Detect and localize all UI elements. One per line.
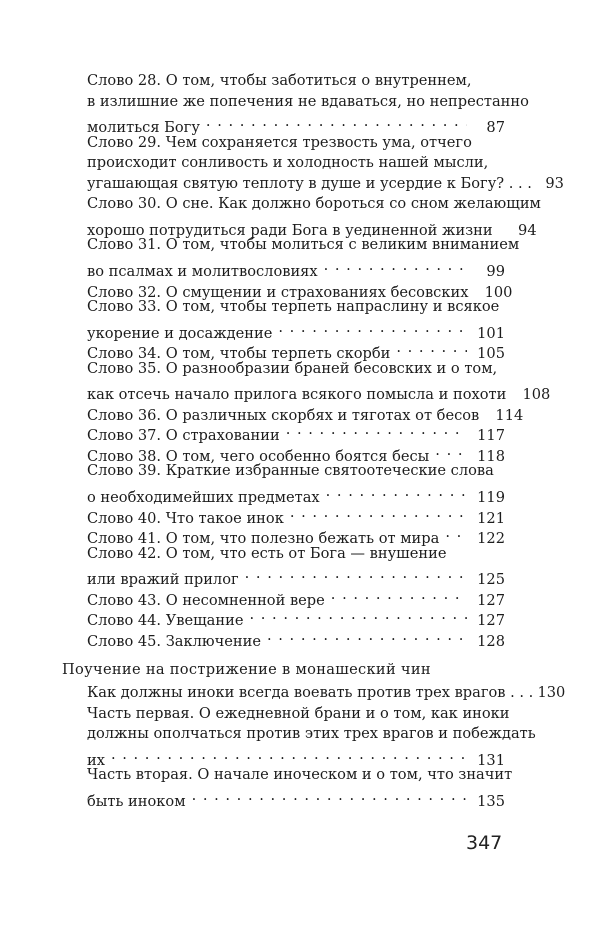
toc-entry-text: хорошо потрудиться ради Бога в уединенной жизни [87, 221, 493, 239]
toc-entry-last-line [87, 522, 505, 548]
toc-entry-last-line [87, 563, 505, 589]
dot-leader [267, 625, 467, 646]
toc-entry-line: Слово 30. О сне. Как должно бороться со сном желающим [87, 195, 541, 213]
toc-entry-text: Как должны иноки всегда воевать против трех врагов . . . [87, 684, 534, 701]
toc-page-number: 94 [518, 221, 537, 239]
dot-leader [286, 419, 467, 440]
toc-entry-line: Слово 33. О том, чтобы терпеть напраслину и всякое [87, 298, 500, 316]
toc-entry-text: Слово 34. О том, чтобы терпеть скорби [87, 345, 391, 363]
dot-leader [111, 744, 467, 765]
toc-entry-line: Часть первая. О ежедневной брани и о том, как иноки [87, 704, 510, 722]
toc-page-number: 108 [522, 386, 551, 404]
toc-entry-last-line [87, 682, 566, 703]
toc-entry-text: быть иноком [87, 792, 186, 810]
toc-entry-last-line [87, 502, 505, 527]
section-title: Поучение на пострижение в монашеский чин [62, 661, 431, 678]
toc-page-number: 101 [477, 324, 505, 342]
toc-page-number: 128 [477, 632, 505, 650]
toc-entry-text: о необходимейших предметах [87, 489, 320, 506]
toc-entry-line: в излишние же попечения не вдаваться, но непрестанно [87, 92, 529, 110]
toc-entry-text: Слово 38. О том, чего особенно боятся бесы [87, 447, 430, 465]
toc-page-number: 135 [477, 792, 505, 810]
toc-entry-last-line [87, 276, 513, 301]
toc-entry-text: Слово 45. Заключение [87, 632, 261, 650]
toc-entry-text: Слово 44. Увещание [87, 612, 244, 630]
toc-entry-text: или вражий прилог [87, 571, 239, 589]
toc-entry-line: Часть вторая. О начале иноческом и о том, что значит [87, 766, 513, 784]
toc-entry-text: как отсечь начало прилога всякого помысла и похоти [87, 386, 507, 404]
toc-page-number: 131 [477, 751, 505, 769]
toc-page-number: 105 [477, 345, 505, 363]
toc-page-number: 100 [484, 283, 513, 301]
dot-leader [435, 440, 467, 461]
toc-entry-line: Слово 35. О разнообразии браней бесовских и о том, [87, 359, 498, 377]
toc-entry-last-line [87, 625, 505, 650]
dot-leader [331, 584, 467, 605]
toc-entry-last-line [87, 785, 505, 810]
toc-entry-last-line [87, 419, 505, 445]
toc-entry-text: Слово 36. О различных скорбях и тяготах от бесов [87, 406, 480, 424]
dot-leader [445, 522, 467, 543]
dot-leader [192, 785, 467, 806]
toc-entry-last-line [87, 744, 505, 769]
dot-leader [249, 604, 467, 625]
toc-entry-line: должны ополчаться против этих трех врагов и побеждать [87, 725, 536, 743]
dot-leader [326, 481, 467, 502]
toc-entry-line: происходит сонливость и холодность нашей мысли, [87, 154, 489, 172]
toc-page-number: 119 [477, 489, 505, 506]
toc-entry-last-line [87, 604, 505, 630]
toc-entry-text: молиться Богу [87, 119, 200, 137]
toc-page-number: 122 [477, 530, 505, 548]
page-number: 347 [466, 832, 503, 854]
dot-leader [324, 255, 467, 276]
toc-entry-last-line [87, 173, 564, 194]
toc-entry-line: Слово 29. Чем сохраняется трезвость ума, отчего [87, 133, 472, 151]
dot-leader [396, 337, 467, 358]
toc-page-number: 114 [495, 406, 524, 424]
toc-entry-text: Слово 41. О том, что полезно бежать от мира [87, 530, 440, 548]
toc-page-number: 127 [477, 612, 505, 630]
toc-entry-last-line [87, 317, 505, 342]
toc-page-number: 87 [486, 119, 505, 137]
toc-entry-text: укорение и досаждение [87, 324, 273, 342]
toc-entry-last-line [87, 440, 505, 465]
toc-entry-last-line [87, 214, 537, 239]
toc-entry-last-line [87, 111, 505, 137]
dot-leader [290, 502, 467, 523]
toc-entry-last-line [87, 399, 524, 424]
toc-entry-text: их [87, 751, 105, 769]
toc-entry-text: Слово 43. О несомненной вере [87, 591, 325, 609]
toc-entry-last-line [87, 378, 551, 404]
toc-entry-line: Слово 31. О том, чтобы молиться с великим вниманием [87, 236, 520, 254]
toc-entry-text: угашающая святую теплоту в душе и усердие к Богу? . . . [87, 174, 532, 192]
toc-entry-line: Слово 42. О том, что есть от Бога — внушение [87, 544, 447, 562]
dot-leader [206, 111, 467, 132]
toc-entry-last-line [87, 584, 505, 609]
toc-page-number: 125 [477, 571, 505, 589]
toc-entry-text: Слово 32. О смущении и страхованиях бесовских [87, 283, 469, 301]
toc-page-number: 99 [486, 262, 505, 280]
toc-entry-last-line [87, 255, 505, 280]
toc-page-number: 121 [477, 509, 505, 527]
toc-entry-line: Слово 39. Краткие избранные святоотеческие слова [87, 462, 494, 480]
toc-entry-last-line [87, 481, 505, 506]
toc-page-number: 127 [477, 591, 505, 609]
toc-entry-text: Слово 37. О страховании [87, 427, 280, 445]
toc-entry-line: Слово 28. О том, чтобы заботиться о внутреннем, [87, 72, 472, 89]
toc-page-number: 117 [477, 427, 505, 445]
toc-page-number: 130 [537, 684, 566, 701]
toc-entry-text: Слово 40. Что такое инок [87, 509, 284, 527]
dot-leader [245, 563, 467, 584]
dot-leader [278, 317, 467, 338]
toc-page-number: 118 [477, 447, 505, 465]
toc-page-number: 93 [545, 174, 564, 192]
toc-entry-last-line [87, 337, 505, 363]
toc-entry-text: во псалмах и молитвословиях [87, 262, 318, 280]
